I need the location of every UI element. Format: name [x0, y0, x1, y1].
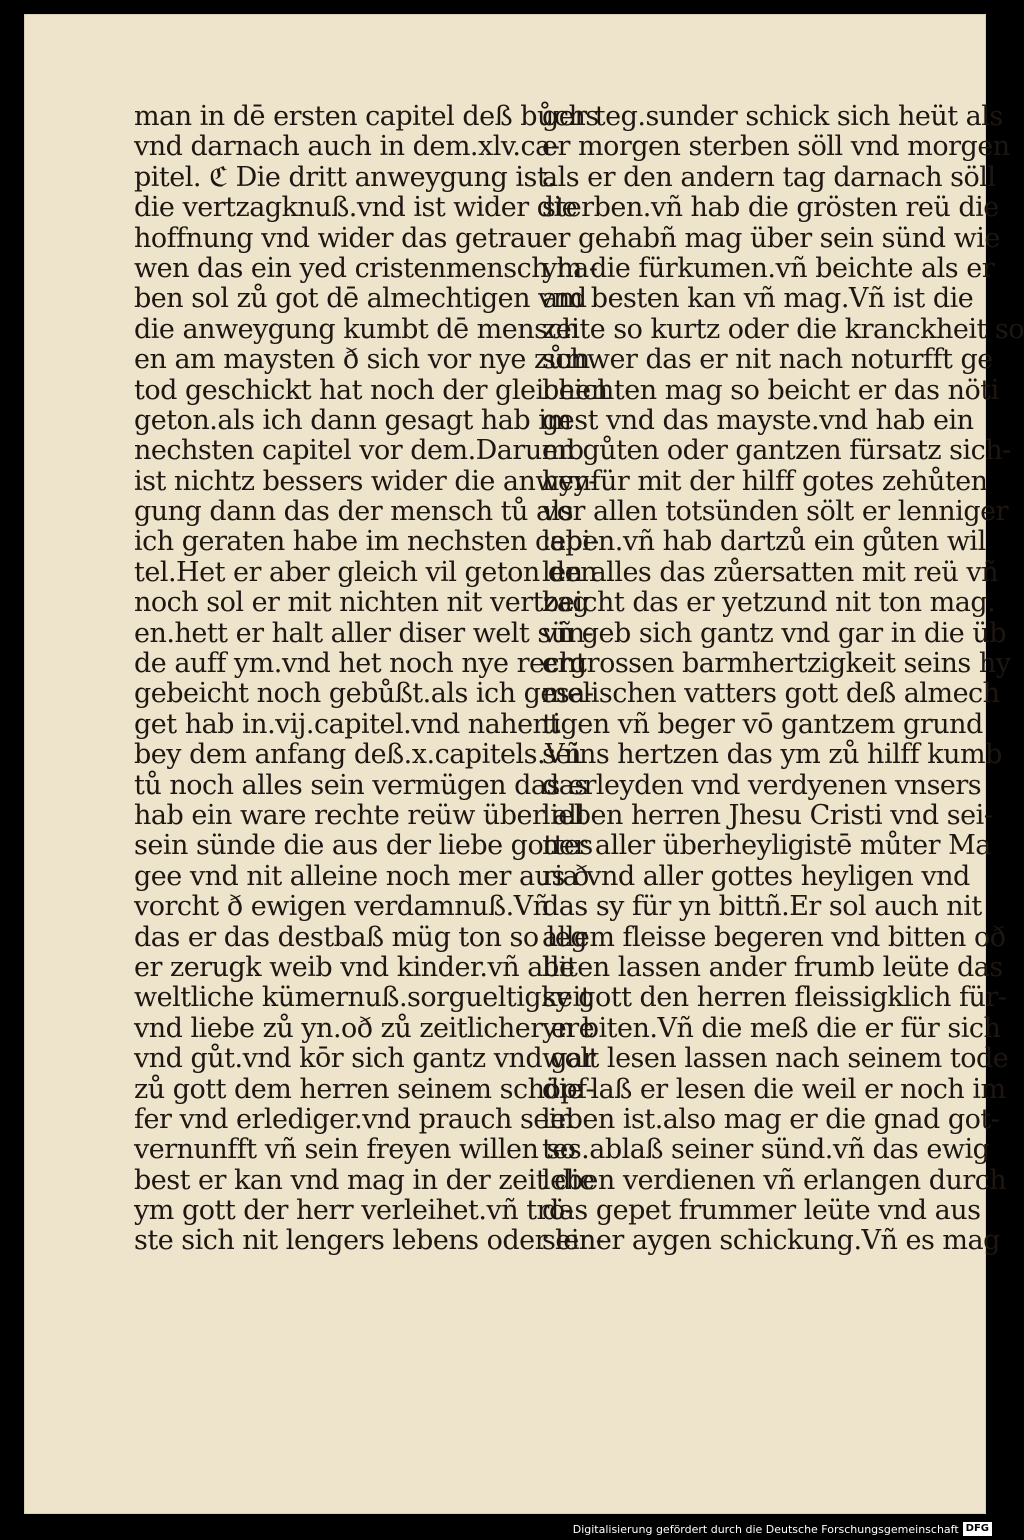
text-line: ym die fürkumen.vñ beichte als er — [542, 252, 995, 284]
text-line: best er kan vnd mag in der zeit die — [134, 1164, 595, 1196]
text-line: leben ist.also mag er die gnad got- — [542, 1103, 1000, 1135]
text-line: weltliche kümernuß.sorgueltigkeit — [134, 982, 591, 1014]
text-line: das gepet frummer leüte vnd aus — [542, 1195, 981, 1227]
text-line: melischen vatters gott deß almech — [542, 678, 1000, 710]
text-line: er morgen sterben söll vnd morgen — [542, 131, 1010, 163]
text-line: das er das destbaß müg ton so leg — [134, 921, 588, 953]
text-line: tů noch alles sein vermügen das er — [134, 769, 596, 801]
text-line: en.hett er halt aller diser welt sün- — [134, 617, 594, 649]
text-line: sein sünde die aus der liebe gottes — [134, 830, 593, 862]
text-line: ben sol zů got dē almechtigen vnd — [134, 283, 587, 315]
text-line: allem fleisse begeren vnd bitten oð — [542, 921, 1006, 953]
text-line: das leyden vnd verdyenen vnsers — [542, 769, 982, 801]
text-line: hoffnung vnd wider das getrau- — [134, 222, 552, 254]
dfg-logo-icon: DFG — [963, 1522, 992, 1536]
text-line: en gůten oder gantzen fürsatz sich- — [542, 435, 1011, 467]
text-line: pitel. ℭ Die dritt anweygung ist. — [134, 161, 556, 193]
text-line: fer vnd erlediger.vnd prauch sein — [134, 1103, 574, 1135]
text-line: get hab in.vij.capitel.vnd nahent — [134, 708, 560, 740]
text-line: sy gott den herren fleissigklich für- — [542, 982, 1007, 1014]
text-line: hynfür mit der hilff gotes zehůten — [542, 465, 988, 497]
text-line: vnd darnach auch in dem.xlv.ca- — [134, 131, 560, 163]
text-line: wolt lesen lassen nach seinem tode — [542, 1043, 1009, 1075]
digitization-credit: Digitalisierung gefördert durch die Deutsche Forschungsgemeinschaft — [572, 1522, 959, 1536]
text-line: hab ein ware rechte reüw über all — [134, 799, 585, 831]
text-line: das sy für yn bittñ.Er sol auch nit — [542, 891, 982, 923]
text-line: ym gott der herr verleihet.vñ trö- — [134, 1195, 574, 1227]
text-line: yn biten.Vñ die meß die er für sich — [542, 1012, 1001, 1044]
text-line: ist nichtz bessers wider die anwey- — [134, 465, 597, 497]
text-line: ner aller überheyligistē můter Ma — [542, 830, 991, 862]
right-text-column — [542, 101, 1024, 1257]
text-line: vñ geb sich gantz vnd gar in die üb — [542, 617, 1007, 649]
text-line: er zerugk weib vnd kinder.vñ alle — [134, 951, 575, 983]
text-line: gung dann das der mensch tů als — [134, 496, 574, 528]
text-line: beichten mag so beicht er das nöti — [542, 374, 999, 406]
footer-bar — [0, 1518, 1000, 1540]
text-line: lieben herren Jhesu Cristi vnd sei- — [542, 799, 993, 831]
text-line: tod geschickt hat noch der gleichen — [134, 374, 608, 406]
text-line: ergrossen barmhertzigkeit seins hy — [542, 648, 1011, 680]
text-line: schwer das er nit nach noturfft ge — [542, 344, 993, 376]
text-line: vnd liebe zů yn.oð zů zeitlicher ere — [134, 1012, 595, 1044]
text-line: tes.ablaß seiner sünd.vñ das ewig — [542, 1134, 990, 1166]
text-line: tel.Het er aber gleich vil geton den — [134, 556, 598, 588]
text-line: ger teg.sunder schick sich heüt als — [542, 101, 1003, 132]
text-line: bey dem anfang deß.x.capitels.Vñ — [134, 739, 581, 771]
text-line: zeite so kurtz oder die kranckheit so — [542, 313, 1024, 345]
text-line: ria vnd aller gottes heyligen vnd — [542, 860, 970, 892]
text-line: die anweygung kumbt dē mensch — [134, 313, 579, 345]
text-line: gebeicht noch gebůßt.als ich gesa- — [134, 678, 594, 710]
text-line: die vertzagknuß.vnd ist wider die — [134, 192, 578, 224]
text-line: am besten kan vñ mag.Vñ ist die — [542, 283, 974, 315]
text-line: seins hertzen das ym zů hilff kumb — [542, 739, 1002, 771]
text-line: seiner aygen schickung.Vñ es mag — [542, 1225, 1000, 1257]
text-line: zů gott dem herren seinem schöpf- — [134, 1073, 595, 1105]
text-line: die laß er lesen die weil er noch im — [542, 1073, 1006, 1105]
text-line: tigen vñ beger vō gantzem grund — [542, 708, 983, 740]
text-line: ich geraten habe im nechsten capi- — [134, 526, 599, 558]
text-line: en am maysten ð sich vor nye zům — [134, 344, 590, 376]
text-line: er gehabñ mag über sein sünd wie — [542, 222, 1000, 254]
text-line: vorcht ð ewigen verdamnuß.Vñ — [134, 891, 550, 923]
text-line: geton.als ich dann gesagt hab im — [134, 404, 572, 436]
text-line: noch sol er mit nichten nit vertzag — [134, 587, 590, 619]
text-line: vor allen totsünden sölt er lenniger — [542, 496, 1008, 528]
text-line: als er den andern tag darnach söll — [542, 161, 996, 193]
text-line: wen das ein yed cristenmensch ha- — [134, 252, 598, 284]
text-line: ste sich nit lengers lebens oder len- — [134, 1225, 605, 1257]
text-line: sterben.vñ hab die grösten reü die — [542, 192, 999, 224]
text-line: de auff ym.vnd het noch nye recht — [134, 648, 587, 680]
book-page — [24, 14, 1024, 1514]
text-line: len alles das zůersatten mit reü vñ — [542, 556, 998, 588]
text-line: vnd gůt.vnd kōr sich gantz vnd gar — [134, 1043, 596, 1075]
text-line: biten lassen ander frumb leüte das — [542, 951, 1003, 983]
text-line: gee vnd nit alleine noch mer aus ð — [134, 860, 589, 892]
left-text-column — [134, 101, 608, 1257]
text-line: leben.vñ hab dartzů ein gůten wil — [542, 526, 986, 558]
text-line: man in dē ersten capitel deß bůchs — [134, 101, 599, 132]
text-line: vernunfft vñ sein freyen willen so — [134, 1134, 576, 1166]
text-line: gest vnd das mayste.vnd hab ein — [542, 404, 974, 436]
text-line: beicht das er yetzund nit ton mag. — [542, 587, 996, 619]
text-line: nechsten capitel vor dem.Darumb — [134, 435, 584, 467]
text-line: leben verdienen vñ erlangen durch — [542, 1164, 1007, 1196]
